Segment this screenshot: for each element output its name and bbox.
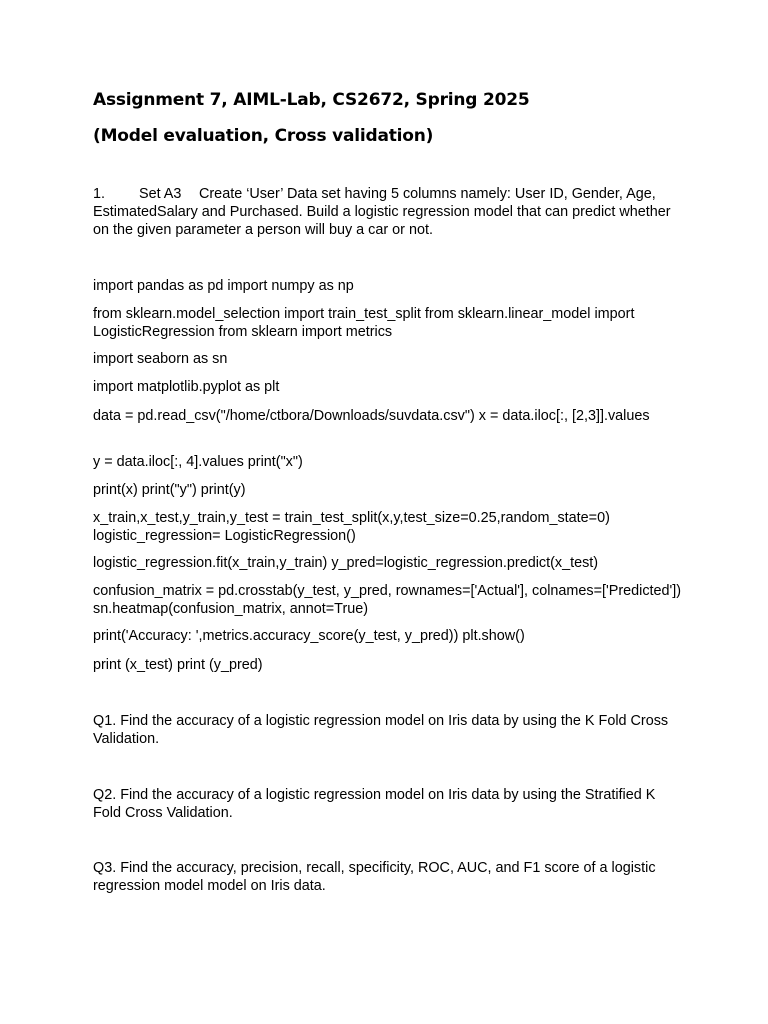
question-2: Q2. Find the accuracy of a logistic regression model on Iris data by using the Stratified K Fold Cross Validation. (93, 787, 656, 821)
code-line: import matplotlib.pyplot as plt (93, 379, 280, 395)
question-3: Q3. Find the accuracy, precision, recall, specificity, ROC, AUC, and F1 score of a logistic regression model model on Iris data. (93, 860, 656, 894)
code-line: import seaborn as sn (93, 351, 228, 367)
code-line: confusion_matrix = pd.crosstab(y_test, y_pred, rownames=['Actual'], colnames=['Predicted']) sn.heatmap(confusion_matrix, annot=True) (93, 583, 682, 617)
code-line: x_train,x_test,y_train,y_test = train_test_split(x,y,test_size=0.25,random_state=0) logistic_regression= LogisticRegression() (93, 510, 610, 544)
question-1: Q1. Find the accuracy of a logistic regression model on Iris data by using the K Fold Cross Validation. (93, 713, 669, 747)
document-title: Assignment 7, AIML-Lab, CS2672, Spring 2025 (93, 90, 530, 110)
task-number: 1. (93, 186, 106, 202)
document-subtitle: (Model evaluation, Cross validation) (93, 126, 434, 146)
code-line: logistic_regression.fit(x_train,y_train) y_pred=logistic_regression.predict(x_test) (93, 555, 599, 571)
code-line: y = data.iloc[:, 4].values print("x") (93, 454, 303, 470)
task-set-label: Set A3 (139, 186, 182, 202)
code-line: data = pd.read_csv("/home/ctbora/Downloads/suvdata.csv") x = data.iloc[:, [2,3]].values (93, 408, 650, 424)
code-line: print (x_test) print (y_pred) (93, 657, 263, 673)
code-line: import pandas as pd import numpy as np (93, 278, 354, 294)
code-line: print('Accuracy: ',metrics.accuracy_score(y_test, y_pred)) plt.show() (93, 628, 525, 644)
task-text: Create ‘User’ Data set having 5 columns namely: User ID, Gender, Age, EstimatedSalary and Purchased. Build a logistic regression model that can predict whether on the given parameter a person will buy a car or not. (93, 186, 671, 238)
task-paragraph (93, 185, 683, 239)
code-line: print(x) print("y") print(y) (93, 482, 246, 498)
code-line: from sklearn.model_selection import train_test_split from sklearn.linear_model import LogisticRegression from sklearn import metrics (93, 306, 635, 340)
